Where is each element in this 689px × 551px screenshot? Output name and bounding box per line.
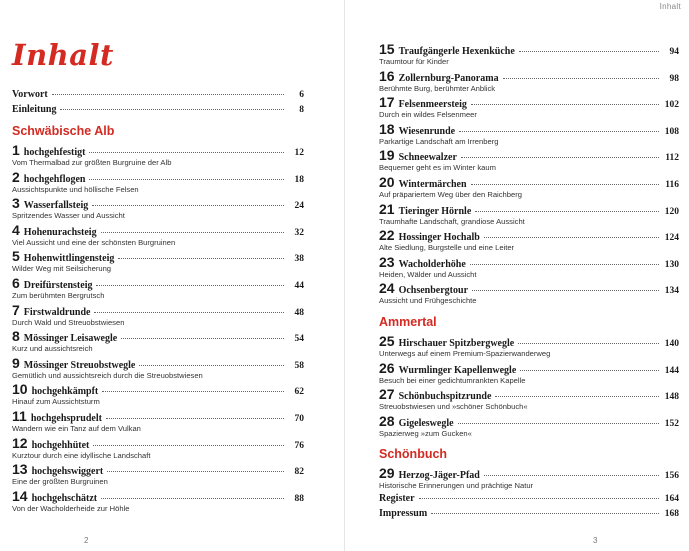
tour-number: 2	[12, 168, 20, 185]
dot-leader	[503, 78, 659, 79]
tour-name: Mössinger Streuobstwegle	[23, 359, 136, 371]
toc-entry[interactable]	[379, 121, 679, 148]
tour-name: Wiesenrunde	[398, 125, 456, 137]
toc-entry[interactable]	[379, 201, 679, 228]
page-number: 112	[665, 153, 679, 164]
page-number: 144	[664, 365, 679, 376]
tour-description: Bequemer geht es im Winter kaum	[379, 163, 496, 173]
toc-label: Impressum	[379, 508, 428, 519]
toc-entry-row	[12, 169, 304, 185]
dot-leader	[471, 184, 659, 185]
toc-entry[interactable]	[379, 413, 679, 440]
left-entries	[12, 89, 304, 514]
toc-entry[interactable]	[379, 333, 679, 360]
tour-name: Felsenmeersteig	[398, 99, 467, 111]
toc-entry[interactable]	[379, 360, 679, 387]
toc-entry[interactable]	[12, 222, 304, 249]
tour-name: Hirschauer Spitzbergwegle	[398, 337, 515, 349]
toc-entry-row	[379, 41, 679, 57]
page-number: 120	[664, 206, 679, 217]
page-number: 44	[294, 280, 304, 291]
toc-entry[interactable]	[379, 227, 679, 254]
dot-leader	[92, 205, 284, 206]
dot-leader	[475, 211, 659, 212]
toc-title: Inhalt	[12, 38, 114, 72]
tour-name: Firstwaldrunde	[23, 306, 91, 318]
tour-name: Hossinger Hochalb	[398, 232, 480, 244]
dot-leader	[520, 370, 659, 371]
tour-name: Herzog-Jäger-Pfad	[398, 470, 480, 482]
tour-description: Von der Wacholderheide zur Höhle	[12, 503, 130, 513]
tour-description: Kurz und aussichtsreich	[12, 344, 93, 354]
left-page	[0, 0, 344, 551]
tour-name: hochgehswiggert	[31, 466, 104, 478]
dot-leader	[93, 445, 284, 446]
toc-entry-row	[12, 408, 304, 424]
tour-list-right-alb	[379, 41, 679, 307]
toc-entry-row	[12, 302, 304, 318]
toc-entry[interactable]	[379, 147, 679, 174]
toc-entry-row	[379, 201, 679, 217]
tour-number: 8	[12, 328, 20, 345]
tour-list-ammertal	[379, 333, 679, 439]
toc-entry-row	[379, 68, 679, 84]
toc-entry-row	[379, 147, 679, 163]
dot-leader	[107, 471, 284, 472]
page-number: 168	[664, 509, 679, 519]
section-heading-schoenbuch: Schönbuch	[379, 447, 448, 462]
tour-description: Streuobstwiesen und »schöner Schönbuch«	[379, 402, 528, 412]
dot-leader	[89, 179, 284, 180]
tour-description: Besuch bei einer gedichtumrankten Kapelle	[379, 375, 526, 385]
tour-description: Aussichtspunkte und höllische Felsen	[12, 184, 139, 194]
toc-entry[interactable]	[12, 355, 304, 382]
back-matter	[379, 493, 679, 523]
tour-name: Wasserfallsteig	[23, 200, 89, 212]
toc-entry-row	[12, 435, 304, 451]
dot-leader	[461, 157, 659, 158]
page-number: 148	[664, 392, 679, 403]
page-number: 32	[294, 227, 304, 238]
tour-description: Vom Thermalbad zur größten Burgruine der Alb	[12, 158, 172, 167]
tour-number: 4	[12, 221, 20, 238]
tour-description: Alte Siedlung, Burgstelle und eine Leiter	[379, 243, 515, 253]
tour-name: hochgehschätzt	[31, 492, 98, 504]
tour-number: 23	[379, 253, 395, 270]
toc-entry[interactable]	[12, 381, 304, 408]
tour-name: Schönbuchspitzrunde	[398, 391, 492, 403]
toc-entry-row	[379, 94, 679, 110]
tour-name: Wacholderhöhe	[398, 258, 466, 270]
tour-description: Hinauf zum Aussichtsturm	[12, 397, 100, 407]
tour-description: Heiden, Wälder und Aussicht	[379, 269, 477, 279]
page-folio-left: 2	[84, 536, 89, 545]
tour-number: 21	[379, 200, 395, 217]
toc-entry[interactable]	[379, 465, 679, 492]
dot-leader	[60, 109, 284, 110]
page-number: 94	[669, 47, 679, 57]
tour-name: hochgehhütet	[31, 439, 90, 451]
toc-entry-row	[12, 488, 304, 504]
page-number: 76	[294, 440, 304, 451]
right-page	[345, 0, 689, 551]
tour-number: 7	[12, 301, 20, 318]
tour-number: 16	[379, 67, 395, 84]
toc-entry-row	[379, 333, 679, 349]
dot-leader	[459, 131, 659, 132]
tour-description: Gemütlich und aussichtsreich durch die Streuobstwiesen	[12, 370, 203, 380]
page-number: 38	[294, 254, 304, 265]
tour-name: hochgehsprudelt	[30, 412, 102, 424]
toc-entry-row	[379, 254, 679, 270]
page-number: 156	[664, 471, 679, 482]
tour-number: 1	[12, 142, 20, 158]
toc-entry-row	[12, 195, 304, 211]
page-number: 134	[664, 286, 679, 297]
toc-entry[interactable]	[379, 254, 679, 281]
page-number: 88	[294, 493, 304, 504]
tour-name: Hohenwittlingensteig	[23, 253, 115, 265]
tour-number: 3	[12, 195, 20, 212]
page-number: 124	[664, 233, 679, 244]
tour-description: Berühmte Burg, berühmter Anblick	[379, 83, 496, 93]
dot-leader	[484, 237, 659, 238]
tour-number: 11	[12, 407, 27, 424]
tour-number: 13	[12, 461, 28, 478]
tour-name: Hohenurachsteig	[23, 226, 97, 238]
tour-list-schoenbuch	[379, 465, 679, 492]
tour-number: 25	[379, 332, 395, 349]
tour-name: Gigeleswegle	[398, 417, 454, 429]
tour-name: Dreifürstensteig	[23, 279, 93, 291]
toc-entry[interactable]	[379, 41, 679, 68]
dot-leader	[101, 232, 284, 233]
tour-number: 29	[379, 465, 395, 482]
toc-entry-row	[12, 328, 304, 344]
tour-description: Wandern wie ein Tanz auf dem Vulkan	[12, 423, 141, 433]
toc-entry-row	[379, 465, 679, 481]
toc-entry[interactable]	[379, 94, 679, 121]
page-folio-right: 3	[593, 536, 598, 545]
dot-leader	[139, 365, 284, 366]
toc-entry-row	[379, 174, 679, 190]
toc-entry[interactable]	[12, 275, 304, 302]
toc-entry[interactable]	[12, 248, 304, 275]
tour-description: Viel Aussicht und eine der schönsten Burgruinen	[12, 237, 176, 247]
page-number: 6	[299, 90, 304, 100]
tour-description: Unterwegs auf einem Premium-Spazierwanderweg	[379, 348, 551, 358]
tour-description: Wilder Weg mit Seilsicherung	[12, 264, 112, 274]
section-heading-ammertal: Ammertal	[379, 314, 437, 329]
tour-number: 22	[379, 227, 395, 244]
toc-entry[interactable]	[379, 280, 679, 307]
tour-number: 10	[12, 381, 28, 398]
tour-number: 26	[379, 359, 395, 376]
dot-leader	[52, 94, 284, 95]
tour-number: 5	[12, 248, 20, 265]
dot-leader	[102, 391, 284, 392]
toc-entry-row	[379, 360, 679, 376]
page-number: 54	[294, 334, 304, 345]
toc-entry-row	[12, 142, 304, 158]
toc-row-register[interactable]	[379, 493, 679, 508]
dot-leader	[101, 498, 284, 499]
tour-number: 12	[12, 434, 28, 451]
tour-description: Historische Erinnerungen und prächtige Natur	[379, 481, 534, 491]
tour-number: 9	[12, 354, 20, 371]
toc-entry-row	[12, 275, 304, 291]
toc-label: Register	[379, 493, 415, 504]
tour-list-left	[12, 142, 304, 514]
tour-number: 20	[379, 173, 395, 190]
page-number: 8	[299, 105, 304, 115]
page-number: 152	[664, 418, 679, 429]
tour-description: Durch ein wildes Felsenmeer	[379, 110, 477, 120]
toc-entry[interactable]	[379, 174, 679, 201]
tour-number: 19	[379, 147, 395, 164]
tour-number: 15	[379, 41, 395, 57]
page-number: 116	[665, 179, 679, 190]
dot-leader	[472, 290, 659, 291]
dot-leader	[471, 104, 659, 105]
section-heading-schwaebische-alb: Schwäbische Alb	[12, 124, 115, 138]
toc-entry[interactable]	[12, 408, 304, 435]
toc-label: Einleitung	[12, 104, 57, 115]
tour-description: Kurztour durch eine idyllische Landschaft	[12, 450, 151, 460]
dot-leader	[419, 498, 659, 499]
toc-entry-row	[379, 280, 679, 296]
page-number: 140	[664, 338, 679, 349]
toc-row-vorwort[interactable]	[12, 89, 304, 104]
page-number: 102	[664, 100, 679, 111]
tour-name: Tieringer Hörnle	[398, 205, 472, 217]
toc-entry[interactable]	[12, 435, 304, 462]
dot-leader	[470, 264, 659, 265]
toc-entry-row	[12, 355, 304, 371]
dot-leader	[519, 51, 659, 52]
toc-entry-row	[12, 461, 304, 477]
tour-description: Aussicht und Frühgeschichte	[379, 296, 477, 306]
toc-entry[interactable]	[12, 169, 304, 196]
tour-name: Wintermärchen	[398, 178, 467, 190]
tour-number: 27	[379, 386, 395, 403]
right-entries	[379, 41, 679, 492]
page-number: 58	[294, 360, 304, 371]
page-number: 82	[294, 467, 304, 478]
page-number: 130	[664, 259, 679, 270]
toc-entry-row	[12, 222, 304, 238]
tour-description: Traumtour für Kinder	[379, 57, 449, 66]
toc-row-einleitung[interactable]	[12, 104, 304, 119]
dot-leader	[458, 423, 659, 424]
tour-description: Traumhafte Landschaft, grandiose Aussicht	[379, 216, 525, 226]
dot-leader	[484, 475, 659, 476]
dot-leader	[431, 513, 659, 514]
tour-name: Ochsenbergtour	[398, 285, 469, 297]
page-number: 18	[294, 174, 304, 185]
toc-entry[interactable]	[12, 302, 304, 329]
toc-entry[interactable]	[379, 68, 679, 95]
tour-number: 28	[379, 412, 395, 429]
tour-name: Mössinger Leisawegle	[23, 333, 118, 345]
dot-leader	[121, 338, 284, 339]
toc-entry[interactable]	[12, 488, 304, 515]
tour-name: Schneewalzer	[398, 152, 457, 164]
toc-entry[interactable]	[379, 386, 679, 413]
page-number: 24	[294, 201, 304, 212]
toc-entry-row	[12, 381, 304, 397]
tour-name: hochgehflogen	[23, 173, 86, 185]
tour-name: hochgehkämpft	[31, 386, 99, 398]
tour-description: Durch Wald und Streuobstwiesen	[12, 317, 125, 327]
toc-entry[interactable]	[12, 142, 304, 169]
page-number: 108	[664, 126, 679, 137]
tour-number: 14	[12, 487, 28, 504]
tour-name: Wurmlinger Kapellenwegle	[398, 364, 517, 376]
running-head: Inhalt	[659, 2, 681, 11]
dot-leader	[94, 312, 284, 313]
page-number: 70	[294, 413, 304, 424]
tour-description: Zum berühmten Bergrutsch	[12, 290, 105, 300]
tour-number: 17	[379, 94, 395, 111]
dot-leader	[106, 418, 284, 419]
tour-description: Auf präpariertem Weg über den Raichberg	[379, 189, 522, 199]
page-number: 164	[664, 494, 679, 504]
toc-entry-row	[379, 386, 679, 402]
tour-description: Eine der größten Burgruinen	[12, 477, 108, 487]
dot-leader	[96, 285, 284, 286]
page-number: 98	[669, 73, 679, 84]
tour-description: Spazierweg »zum Gucken«	[379, 428, 472, 438]
toc-entry-row	[379, 227, 679, 243]
page-number: 62	[294, 387, 304, 398]
tour-description: Spritzendes Wasser und Aussicht	[12, 211, 125, 221]
tour-name: Traufgängerle Hexenküche	[398, 46, 515, 57]
tour-number: 24	[379, 280, 395, 297]
tour-name: hochgehfestigt	[23, 147, 86, 158]
toc-entry-row	[379, 121, 679, 137]
tour-description: Parkartige Landschaft am Irrenberg	[379, 136, 499, 146]
toc-row-impressum[interactable]	[379, 508, 679, 523]
toc-entry[interactable]	[12, 195, 304, 222]
tour-number: 18	[379, 120, 395, 137]
page-number: 48	[294, 307, 304, 318]
dot-leader	[518, 343, 659, 344]
toc-entry-row	[379, 413, 679, 429]
tour-name: Zollernburg-Panorama	[398, 72, 499, 84]
dot-leader	[118, 258, 284, 259]
toc-entry[interactable]	[12, 461, 304, 488]
toc-entry[interactable]	[12, 328, 304, 355]
tour-number: 6	[12, 274, 20, 291]
toc-entry-row	[12, 248, 304, 264]
dot-leader	[495, 396, 659, 397]
dot-leader	[89, 152, 284, 153]
page-number: 12	[294, 148, 304, 158]
toc-label: Vorwort	[12, 89, 48, 100]
